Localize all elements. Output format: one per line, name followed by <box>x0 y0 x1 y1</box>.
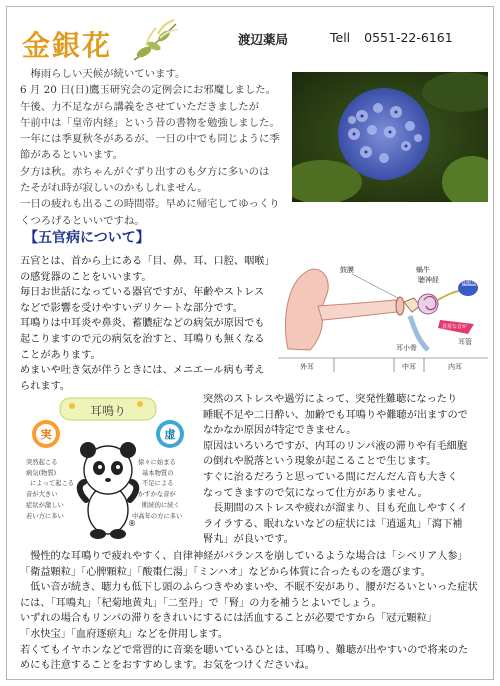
tinnitus-illustration <box>20 392 196 542</box>
tel-number: 0551-22-6161 <box>364 30 453 45</box>
body-line: 睡眠不足や二日酔い、加齢でも耳鳴りや難聴が出ますので <box>203 409 468 421</box>
label-middle-ear: 中耳 <box>402 363 416 371</box>
body-line: 腎丸」が良いです。 <box>203 534 294 546</box>
intro-line: 節があるといいます。 <box>20 149 124 162</box>
label-auditory-nerve: 聴神経 <box>418 276 439 284</box>
registered-mark: ® <box>128 519 136 528</box>
deficiency-item: 中高年の方に多い <box>132 513 183 520</box>
label-ear-tube: 耳管 <box>458 338 472 346</box>
excess-item: 病気(物質) <box>26 470 57 477</box>
newsletter-logo: 金銀花 <box>22 29 113 62</box>
body-line: 若くてもイヤホンなどで常習的に音楽を聴いているひとは、耳鳴り、難聴が出やすいので将来のた <box>20 644 469 656</box>
label-inner-ear: 内耳 <box>448 363 462 371</box>
intro-line: 一年には季夏秋冬があるが、一日の中でも同じように季 <box>20 133 280 146</box>
body-line: 突然のストレスや過労によって、突発性難聴になったり <box>203 394 458 405</box>
body-line: 低い音が続き、聴力も低下し頭のふらつきやめまいや、不眠不安があり、腰がだるいといった症状 <box>20 582 478 594</box>
badge-excess: 実 <box>40 428 52 441</box>
body-line: ことがあります。 <box>20 349 101 361</box>
deficiency-item: 徐々に始まる <box>138 459 176 466</box>
excess-item: 症状が激しい <box>26 502 64 509</box>
remedies-text <box>20 549 490 674</box>
body-line: 長期間のストレスや疲れが溜まり、目も充血しやすくイ <box>203 503 468 515</box>
body-line: などで影響を受けやすいデリケートな部分です。 <box>20 302 244 314</box>
intro-line: 午後、力不足ながら講義をさせていただきましたが <box>20 100 259 113</box>
body-line: 耳鳴りは中耳炎や鼻炎、蓄膿症などの病気が原因でも <box>20 318 265 330</box>
section-title: 【五官病について】 <box>24 230 150 246</box>
intro-line: 一日の疲れも出るこの時間帯。早めに帰宅してゆっくり <box>20 198 280 211</box>
honeysuckle-illustration <box>128 16 184 68</box>
body-line: めまいや吐き気が伴うときには、メニエール病も考え <box>20 365 265 377</box>
body-line: 「衛益顆粒」「心脾顆粒」「酸棗仁湯」「ミンハオ」などから体質に合ったものを選びます。 <box>20 566 432 578</box>
body-line: 起こりますので元の病気を治すと、耳鳴りも無くなる <box>20 333 265 345</box>
body-line: めにも注意することをおすすめします。お気をつけくださいね。 <box>20 660 315 672</box>
intro-line: 午前中は「皇帝内経」という昔の書物を勉強しました。 <box>20 116 280 129</box>
deficiency-item: 断続的に続く <box>142 502 180 509</box>
body-line: なってきますので気になって仕方がありません。 <box>203 487 428 499</box>
body-line: には、「耳鳴丸」「杞菊地黄丸」「二至丹」で「腎」の力を補うとよいでしょう。 <box>20 597 382 609</box>
hydrangea-photo <box>292 72 488 202</box>
label-ossicles: 耳小骨 <box>396 344 417 352</box>
intro-line: 夕方は秋。赤ちゃんがぐずり出すのも夕方に多いのは <box>20 165 270 178</box>
excess-item: 若い方に多い <box>26 513 64 520</box>
body-line: の倒れや脱落という現象が起こることで生じます。 <box>203 456 437 468</box>
intro-line: たそがれ時が寂しいのかもしれません。 <box>20 182 208 195</box>
body-line: なかなか原因が特定できません。 <box>203 425 357 437</box>
intro-text <box>20 66 282 229</box>
body-line: いずれの場合もリンパの滞りをきれいにするには活血することが必要ですから「冠元顆粒」 <box>20 613 437 625</box>
excess-item: によって起こる <box>30 480 75 487</box>
causes-text <box>203 392 489 548</box>
intro-line: 梅雨らしい天候が続いています。 <box>30 68 186 80</box>
tel-label: Tell <box>330 30 351 45</box>
ear-anatomy-diagram <box>278 254 488 374</box>
phone-line <box>330 30 453 45</box>
body-line: 原因はいろいろですが、内耳のリンパ液の滞りや有毛細胞 <box>203 440 468 452</box>
body-line: ライラする、眠れないなどの症状には「逍遥丸」「瀉下補 <box>203 518 463 530</box>
label-tinnitus: 耳鳴り <box>461 280 477 286</box>
body-line: 「水快宝」「血府逐瘀丸」などを併用します。 <box>20 628 229 640</box>
body-line: すぐに治るだろうと思っている間にだんだん音も大きく <box>203 471 458 483</box>
deficiency-item: 不足による <box>142 480 174 487</box>
body-line: 五官とは、首から上にある「目、鼻、耳、口腔、咽喉」 <box>20 256 275 267</box>
body-line: られます。 <box>20 380 71 392</box>
body-line: 毎日お世話になっている器官ですが、年齢やストレス <box>20 287 265 299</box>
excess-item: 突然起こる <box>26 459 58 466</box>
intro-five-senses <box>20 254 290 394</box>
label-cochlea: 蝸牛 <box>416 266 430 274</box>
body-line: 慢性的な耳鳴りで疲れやすく、自律神経がバランスを崩しているような場合は「シベリア人参」 <box>20 551 468 562</box>
tinnitus-title: 耳鳴り <box>89 404 127 418</box>
label-eardrum: 鼓膜 <box>340 266 354 274</box>
body-line: の感覚器のことをいいます。 <box>20 271 152 283</box>
label-abnormal-sound: 異常な音が <box>442 324 468 330</box>
badge-deficiency: 虚 <box>164 428 176 441</box>
store-name: 渡辺薬局 <box>238 32 289 47</box>
intro-line: 6 月 20 日(日)鷹玉研究会の定例会にお邪魔しました。 <box>20 84 277 97</box>
deficiency-item: かすかな音が <box>138 491 176 498</box>
intro-line: くつろげるといいですね。 <box>20 214 145 227</box>
label-outer-ear: 外耳 <box>300 363 314 371</box>
excess-item: 音が大きい <box>26 491 58 498</box>
deficiency-item: 基本物質の <box>142 470 174 477</box>
